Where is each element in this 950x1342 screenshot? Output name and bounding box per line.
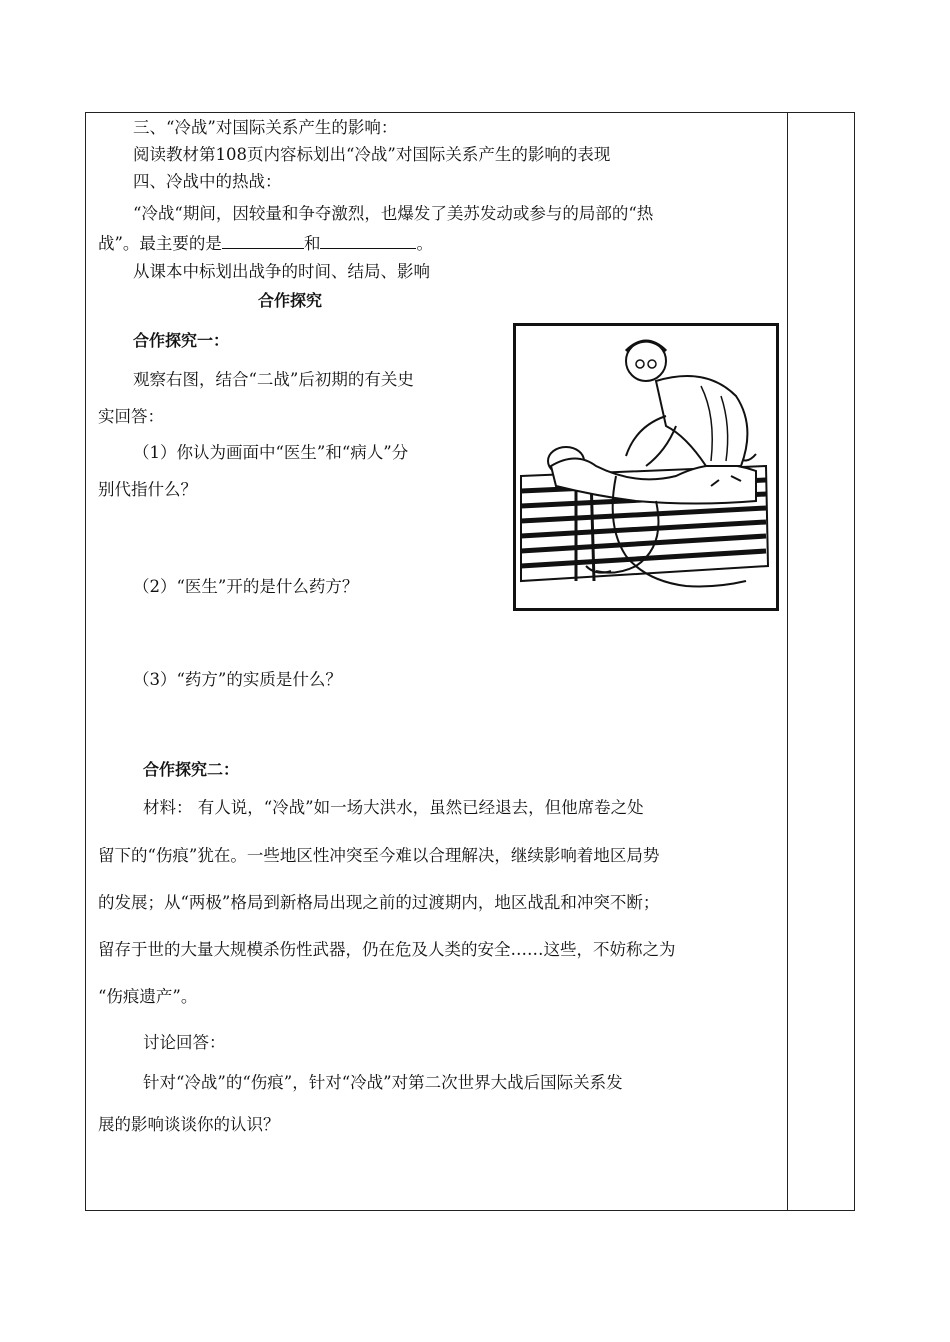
blank-war-1[interactable]	[222, 232, 304, 249]
doctor-patient-cartoon	[513, 323, 779, 611]
inquiry1-q3: （3）“药方”的实质是什么？	[133, 670, 342, 689]
material-line-1: 材料： 有人说，“冷战”如一场大洪水，虽然已经退去，但他席卷之处	[143, 798, 644, 817]
inquiry1-intro-line1: 观察右图，结合“二战”后初期的有关史	[133, 370, 414, 389]
discussion-label: 讨论回答：	[143, 1033, 226, 1052]
material-line-2: 留下的“伤痕”犹在。一些地区性冲突至今难以合理解决，继续影响着地区局势	[98, 846, 660, 865]
doctor	[626, 341, 747, 466]
cooperative-title: 合作探究	[258, 291, 323, 310]
section3-heading: 三、“冷战”对国际关系产生的影响：	[133, 118, 398, 137]
inquiry1-q1-line1: （1）你认为画面中“医生”和“病人”分	[133, 443, 409, 462]
section4-text-line2	[98, 232, 433, 255]
inquiry1-q2: （2）“医生”开的是什么药方？	[133, 577, 359, 596]
discussion-question-line1: 针对“冷战”的“伤痕”，针对“冷战”对第二次世界大战后国际关系发	[143, 1073, 623, 1092]
material-line-3: 的发展；从“两极”格局到新格局出现之前的过渡期内，地区战乱和冲突不断；	[98, 893, 660, 912]
section4-heading: 四、冷战中的热战：	[133, 172, 282, 191]
section4-text-suffix: 。	[416, 234, 433, 253]
material-line-4: 留存于世的大量大规模杀伤性武器，仍在危及人类的安全……这些，不妨称之为	[98, 940, 676, 959]
section4-instruction: 从课本中标划出战争的时间、结局、影响	[133, 262, 430, 281]
section4-text-line1: “冷战“期间，因较量和争夺激烈，也爆发了美苏发动或参与的局部的“热	[133, 204, 654, 223]
inquiry1-q1-line2: 别代指什么？	[98, 480, 197, 499]
section4-text-mid: 和	[303, 234, 321, 253]
table-column-divider	[787, 112, 788, 1211]
inquiry1-intro-line2: 实回答：	[98, 407, 164, 426]
discussion-question-line2: 展的影响谈谈你的认识？	[98, 1115, 280, 1134]
inquiry2-title: 合作探究二：	[143, 760, 240, 779]
cartoon-drawing	[516, 326, 776, 608]
material-line-5: “伤痕遗产”。	[98, 987, 198, 1006]
inquiry1-title: 合作探究一：	[133, 331, 230, 350]
blank-war-2[interactable]	[320, 232, 416, 249]
section4-text-prefix: 战”。最主要的是	[98, 234, 222, 253]
section3-instruction: 阅读教材第108页内容标划出“冷战”对国际关系产生的影响的表现	[133, 145, 611, 164]
